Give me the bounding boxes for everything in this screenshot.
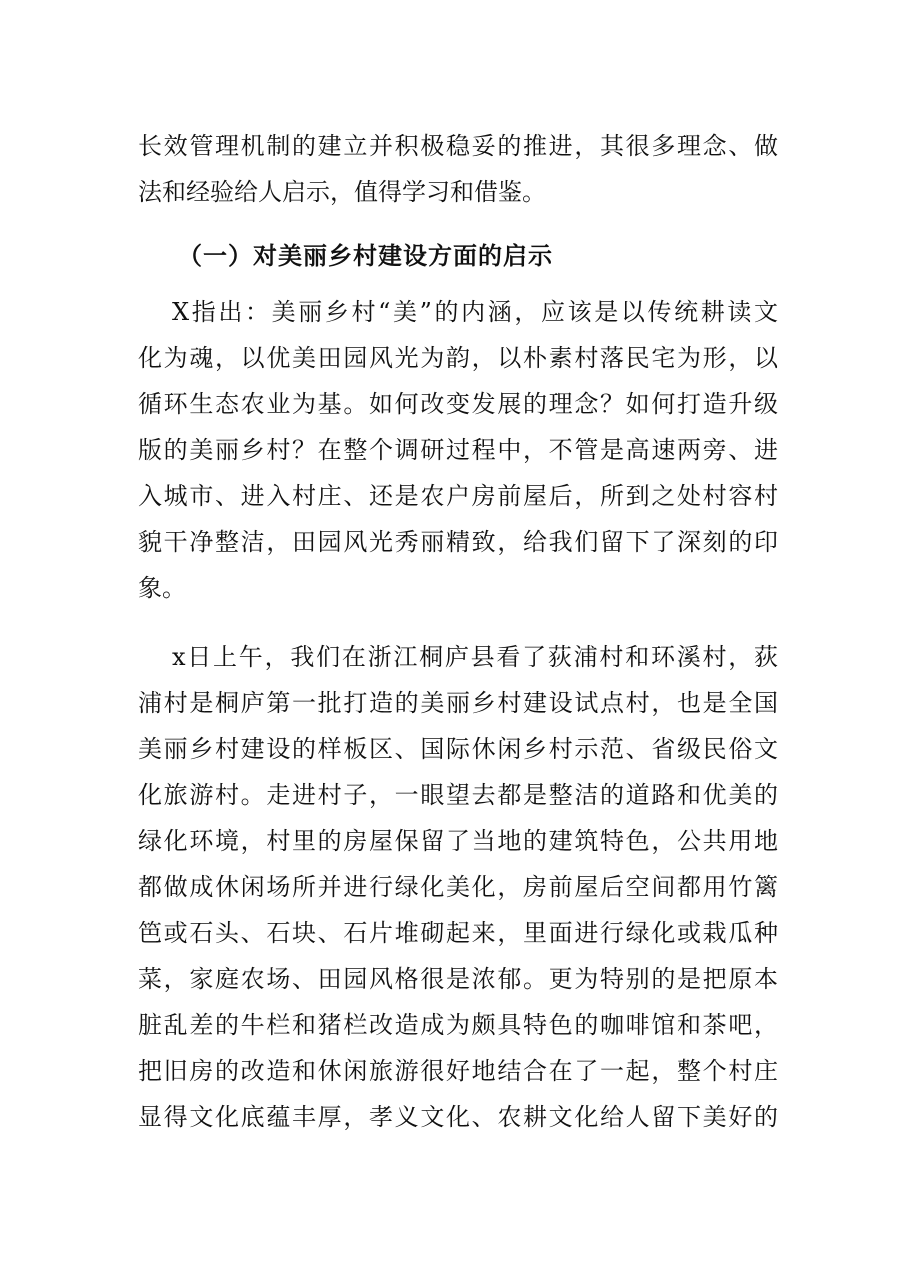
paragraph-line: X指出：美丽乡村“美”的内涵，应该是以传统耕读文 — [172, 298, 778, 326]
paragraph-line: 绿化环境，村里的房屋保留了当地的建筑特色，公共用地 — [138, 827, 778, 855]
paragraph-line: 笆或石头、石块、石片堆砌起来，里面进行绿化或栽瓜种 — [138, 919, 778, 947]
paragraph-line: 都做成休闲场所并进行绿化美化，房前屋后空间都用竹篱 — [138, 873, 778, 901]
paragraph-line: 把旧房的改造和休闲旅游很好地结合在了一起，整个村庄 — [138, 1057, 778, 1085]
paragraph-line: 象。 — [138, 574, 186, 602]
paragraph-line: 化为魂，以优美田园风光为韵，以朴素村落民宅为形，以 — [138, 344, 778, 372]
paragraph-line: 美丽乡村建设的样板区、国际休闲乡村示范、省级民俗文 — [138, 735, 778, 763]
section-heading: （一）对美丽乡村建设方面的启示 — [178, 242, 553, 270]
paragraph-line: 法和经验给人启示，值得学习和借鉴。 — [138, 178, 546, 206]
paragraph-line: 貌干净整洁，田园风光秀丽精致，给我们留下了深刻的印 — [138, 528, 778, 556]
paragraph-line: 入城市、进入村庄、还是农户房前屋后，所到之处村容村 — [138, 482, 778, 510]
paragraph-line: 脏乱差的牛栏和猪栏改造成为颇具特色的咖啡馆和茶吧， — [138, 1011, 778, 1039]
paragraph-line: 循环生态农业为基。如何改变发展的理念？如何打造升级 — [138, 390, 778, 418]
paragraph-line: 浦村是桐庐第一批打造的美丽乡村建设试点村，也是全国 — [138, 689, 778, 717]
paragraph-line: 菜，家庭农场、田园风格很是浓郁。更为特别的是把原本 — [138, 965, 778, 993]
paragraph-line: 显得文化底蕴丰厚，孝义文化、农耕文化给人留下美好的 — [138, 1103, 778, 1131]
paragraph-line: 版的美丽乡村？在整个调研过程中，不管是高速两旁、进 — [138, 436, 778, 464]
paragraph-line: 长效管理机制的建立并积极稳妥的推进，其很多理念、做 — [138, 132, 778, 160]
paragraph-line: x日上午，我们在浙江桐庐县看了荻浦村和环溪村，荻 — [172, 643, 778, 671]
paragraph-line: 化旅游村。走进村子，一眼望去都是整洁的道路和优美的 — [138, 781, 778, 809]
